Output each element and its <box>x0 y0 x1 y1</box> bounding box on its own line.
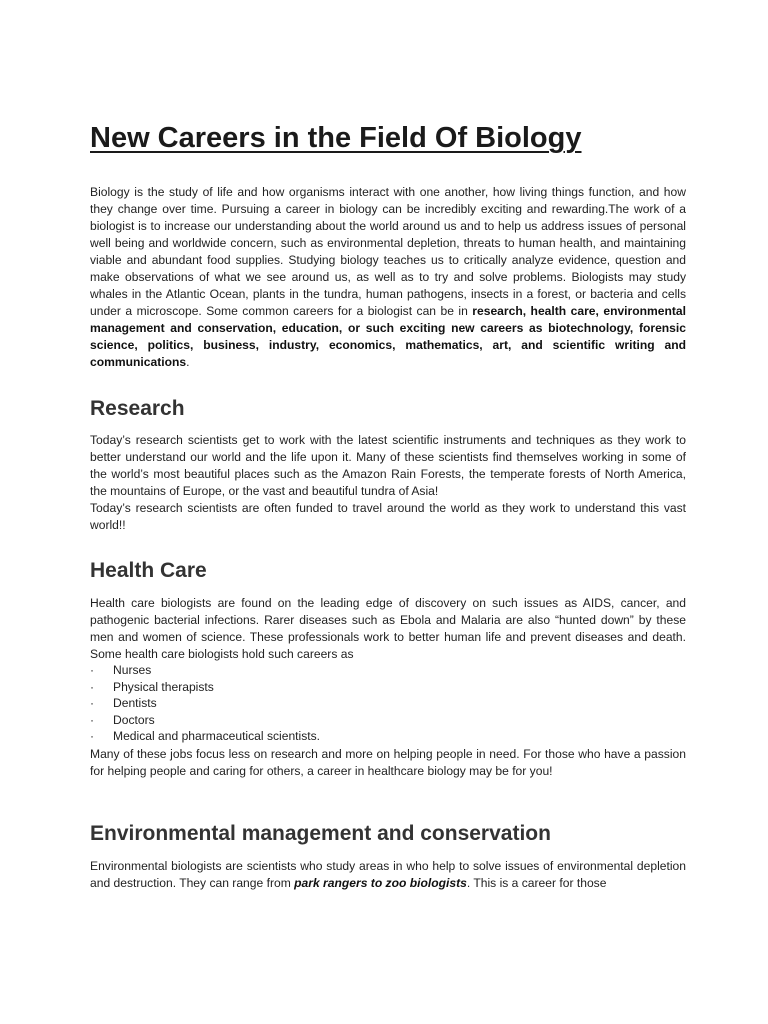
intro-careers-bold: research, health care, environmental management and conservation, education, or such exciting new careers as biotechnology, forensic science, politics, business, industry, economics, mathematics, art, and scientific writing and communications <box>90 304 686 369</box>
health-care-heading: Health Care <box>90 559 207 582</box>
intro-paragraph <box>90 184 686 371</box>
health-care-careers-list <box>90 662 686 745</box>
research-heading: Research <box>90 397 185 420</box>
environmental-heading: Environmental management and conservation <box>90 822 551 845</box>
research-paragraph-1: Today’s research scientists get to work with the latest scientific instruments and techniques as they work to better understand our world and the life upon it. Many of these scientists find themselves working in some of the world’s most beautiful places such as the Amazon Rain Forests, the temperate forests of North America, the mountains of Europe, or the vast and beautiful tundra of Asia! <box>90 433 686 498</box>
research-paragraph-2: Today’s research scientists are often funded to travel around the world as they work to understand this vast world!! <box>90 501 686 532</box>
health-care-paragraph-2: Many of these jobs focus less on research and more on helping people in need. For those who have a passion for helping people and caring for others, a career in healthcare biology may be for you! <box>90 747 686 778</box>
list-item: · Physical therapists <box>90 679 214 694</box>
environmental-paragraph: Environmental biologists are scientists who study areas in who help to solve issues of environmental depletion and destruction. They can range from park rangers to zoo biologists. This is a career for those <box>90 859 686 890</box>
environmental-emphasis: park rangers to zoo biologists <box>294 876 467 890</box>
page-title: New Careers in the Field Of Biology <box>90 122 582 154</box>
bullet-icon: · <box>90 696 95 711</box>
list-item: · Nurses <box>90 663 152 677</box>
list-item: · Dentists <box>90 696 157 711</box>
list-item: · Doctors <box>90 712 155 727</box>
health-care-paragraph-1: Health care biologists are found on the leading edge of discovery on such issues as AIDS, cancer, and pathogenic bacterial infections. Rarer diseases such as Ebola and Malaria are also “hunted down” by these men and women of science. These professionals work to better human life and prevent diseases and death. Some health care biologists hold such careers as <box>90 596 686 661</box>
intro-text: Biology is the study of life and how organisms interact with one another, how living things function, and how they change over time. Pursuing a career in biology can be incredibly exciting and rewarding.The work of a biologist is to increase our understanding about the world around us and to help us address issues of personal well being and worldwide concern, such as environmental depletion, threats to human health, and maintaining viable and abundant food supplies. Studying biology teaches us to critically analyze evidence, question and make observations of what we see around us, as well as to try and solve problems. Biologists may study whales in the Atlantic Ocean, plants in the tundra, human pathogens, insects in a forest, or bacteria and cells under a microscope. Some common careers for a biologist can be in <box>90 185 686 318</box>
intro-end: . <box>186 355 190 369</box>
bullet-icon: · <box>90 729 95 744</box>
bullet-icon: · <box>90 663 95 677</box>
bullet-icon: · <box>90 679 95 694</box>
bullet-icon: · <box>90 712 95 727</box>
list-item: · Medical and pharmaceutical scientists. <box>90 729 321 744</box>
